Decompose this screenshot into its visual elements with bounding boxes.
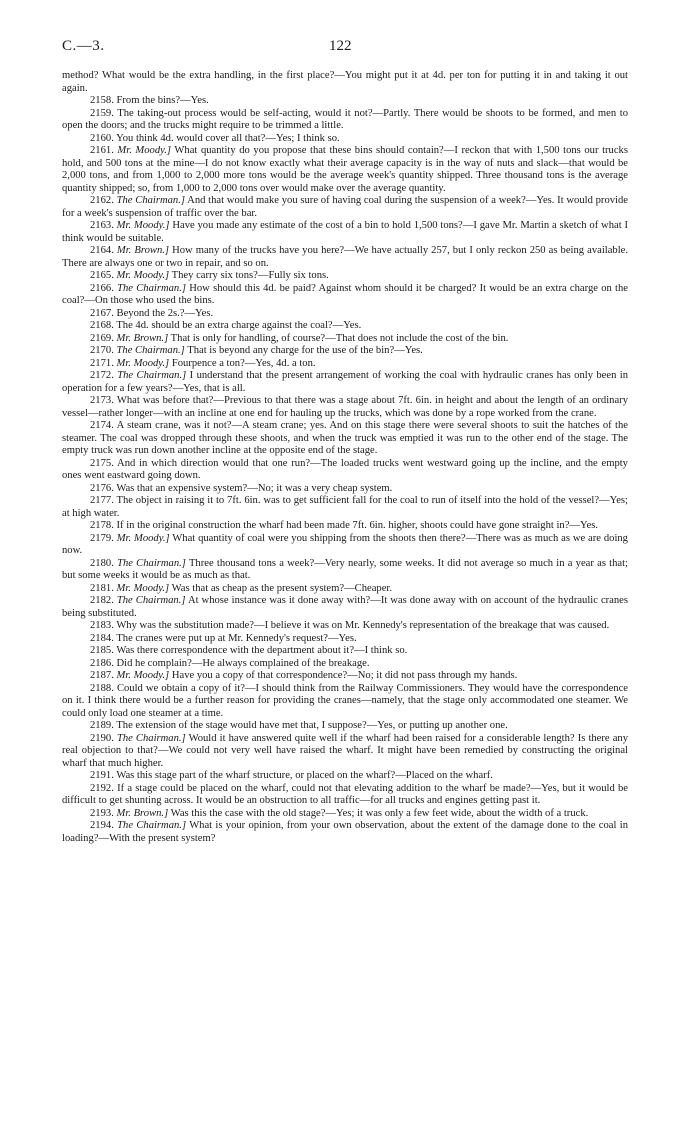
speaker-name: Mr. Brown.] bbox=[116, 807, 169, 819]
testimony-paragraph bbox=[62, 270, 628, 283]
testimony-paragraph bbox=[62, 520, 628, 533]
question-number: 2172. bbox=[90, 370, 114, 381]
speaker-name: The Chairman.] bbox=[117, 820, 187, 831]
question-number: 2191. bbox=[90, 770, 114, 781]
testimony-paragraph bbox=[62, 620, 628, 633]
paragraph-text: The extension of the stage would have met that, I suppose?—Yes, or putting up another one. bbox=[116, 720, 508, 731]
question-number: 2194. bbox=[90, 820, 114, 831]
question-number: 2166. bbox=[90, 282, 114, 294]
question-number: 2167. bbox=[90, 307, 114, 319]
testimony-paragraph bbox=[62, 820, 628, 845]
question-number: 2171. bbox=[90, 357, 114, 369]
question-number: 2160. bbox=[90, 132, 114, 144]
paragraph-text: What quantity of coal were you shipping from the shoots then there?—There was as much as we are doing now. bbox=[62, 532, 628, 556]
testimony-paragraph bbox=[62, 458, 628, 483]
question-number: 2180. bbox=[90, 557, 114, 569]
question-number: 2179. bbox=[90, 532, 114, 544]
question-number: 2187. bbox=[90, 670, 114, 681]
testimony-paragraph bbox=[62, 583, 628, 596]
question-number: 2184. bbox=[90, 632, 114, 644]
question-number: 2176. bbox=[90, 482, 114, 494]
speaker-name: Mr. Moody.] bbox=[116, 357, 170, 369]
paragraph-text: A steam crane, was it not?—A steam crane; yes. And on this stage there were several shoots to suit the hatches of the steamer. The coal was dropped through these shoots, and when the truck was emptied it was run to the other end of the stage. The empty truck was run down another incline at the opposite end of the stage. bbox=[62, 420, 628, 456]
question-number: 2169. bbox=[90, 332, 114, 344]
question-number: 2185. bbox=[90, 645, 114, 656]
question-number: 2188. bbox=[90, 682, 114, 694]
testimony-paragraph bbox=[62, 533, 628, 558]
paragraph-text: Was there correspondence with the department about it?—I think so. bbox=[116, 645, 408, 656]
testimony-paragraph bbox=[62, 95, 628, 108]
testimony-paragraph bbox=[62, 670, 628, 683]
paragraph-text: Was that an expensive system?—No; it was a very cheap system. bbox=[116, 482, 393, 494]
question-number: 2175. bbox=[90, 457, 114, 469]
testimony-paragraph bbox=[62, 495, 628, 520]
paragraph-text: That is beyond any charge for the use of the bin?—Yes. bbox=[187, 345, 423, 356]
paragraph-text: Did he complain?—He always complained of the breakage. bbox=[116, 657, 370, 669]
testimony-paragraph bbox=[62, 733, 628, 771]
paragraph-text: The cranes were put up at Mr. Kennedy's request?—Yes. bbox=[116, 632, 357, 644]
paragraph-text: Was this stage part of the wharf structure, or placed on the wharf?—Placed on the wharf. bbox=[116, 770, 493, 781]
question-number: 2163. bbox=[90, 220, 114, 231]
question-number: 2164. bbox=[90, 245, 114, 256]
testimony-paragraph bbox=[62, 370, 628, 395]
paragraph-text: Fourpence a ton?—Yes, 4d. a ton. bbox=[171, 357, 316, 369]
speaker-name: The Chairman.] bbox=[117, 282, 186, 294]
question-number: 2183. bbox=[90, 620, 114, 631]
testimony-paragraph bbox=[62, 420, 628, 458]
question-number: 2173. bbox=[90, 395, 114, 406]
testimony-paragraph bbox=[62, 133, 628, 146]
paragraph-text: I understand that the present arrangement of working the coal with hydraulic cranes has only been in operation for a few years?—Yes, that is all. bbox=[62, 370, 628, 394]
speaker-name: Mr. Moody.] bbox=[116, 220, 170, 231]
paragraph-text: What is your opinion, from your own observation, about the extent of the damage done to the coal in loading?—With the present system? bbox=[62, 820, 628, 844]
speaker-name: The Chairman.] bbox=[117, 370, 187, 381]
testimony-paragraph bbox=[62, 345, 628, 358]
testimony-paragraph bbox=[62, 683, 628, 721]
paragraph-text: If a stage could be placed on the wharf, could not that elevating addition to the wharf be made?—Yes, but it would be difficult to get shunting across. It would be an obstruction to all traffic—for all trucks and engines getting past it. bbox=[62, 782, 628, 806]
question-number: 2177. bbox=[90, 495, 114, 506]
question-number: 2189. bbox=[90, 720, 114, 731]
paragraph-text: Would it have answered quite well if the wharf had been raised for a considerable length? Is there any real objection to that?—We could not very well have raised the wharf. It might have been remedied by constructing the original wharf that much higher. bbox=[62, 732, 628, 769]
speaker-name: Mr. Brown.] bbox=[116, 245, 170, 256]
speaker-name: The Chairman.] bbox=[116, 195, 185, 206]
question-number: 2190. bbox=[90, 732, 114, 744]
question-number: 2182. bbox=[90, 595, 114, 606]
question-number: 2170. bbox=[90, 345, 114, 356]
speaker-name: The Chairman.] bbox=[116, 595, 186, 606]
paragraph-text: Was this the case with the old stage?—Yes; it was only a few feet wide, about the width of a truck. bbox=[170, 807, 589, 819]
testimony-paragraph bbox=[62, 483, 628, 496]
testimony-paragraph bbox=[62, 108, 628, 133]
paragraph-text: The object in raising it to 7ft. 6in. was to get sufficient fall for the coal to run of itself into the hold of the vessel?—Yes; at high water. bbox=[62, 495, 628, 519]
question-number: 2186. bbox=[90, 657, 114, 669]
document-reference: C.—3. bbox=[62, 38, 105, 54]
testimony-paragraph bbox=[62, 595, 628, 620]
speaker-name: Mr. Moody.] bbox=[116, 270, 170, 281]
speaker-name: Mr. Brown.] bbox=[116, 332, 169, 344]
paragraph-text: How should this 4d. be paid? Against whom should it be charged? It would be an extra charge on the coal?—On those who used the bins. bbox=[62, 282, 628, 306]
testimony-paragraph bbox=[62, 70, 628, 95]
testimony-paragraph bbox=[62, 283, 628, 308]
paragraph-text: How many of the trucks have you here?—We have actually 257, but I only reckon 250 as being available. There are always one or two in repair, and so on. bbox=[62, 245, 628, 269]
question-number: 2178. bbox=[90, 520, 114, 531]
testimony-paragraph bbox=[62, 645, 628, 658]
paragraph-text: And that would make you sure of having coal during the suspension of a week?—Yes. It would provide for a week's suspension of traffic over the bar. bbox=[62, 195, 628, 219]
testimony-paragraph bbox=[62, 308, 628, 321]
speaker-name: The Chairman.] bbox=[117, 557, 186, 569]
paragraph-text: And in which direction would that one run?—The loaded trucks went westward going up the incline, and the empty ones went eastward going down. bbox=[62, 457, 628, 481]
document-body bbox=[62, 70, 628, 845]
question-number: 2162. bbox=[90, 195, 114, 206]
paragraph-text: That is only for handling, of course?—That does not include the cost of the bin. bbox=[170, 332, 509, 344]
testimony-paragraph bbox=[62, 783, 628, 808]
testimony-paragraph bbox=[62, 558, 628, 583]
question-number: 2159. bbox=[90, 107, 114, 119]
question-number: 2165. bbox=[90, 270, 114, 281]
paragraph-text: Why was the substitution made?—I believe it was on Mr. Kennedy's representation of the breakage that was caused. bbox=[116, 620, 610, 631]
testimony-paragraph bbox=[62, 720, 628, 733]
question-number: 2174. bbox=[90, 420, 114, 431]
question-number: 2192. bbox=[90, 782, 114, 794]
testimony-paragraph bbox=[62, 770, 628, 783]
testimony-paragraph bbox=[62, 333, 628, 346]
paragraph-text: Beyond the 2s.?—Yes. bbox=[116, 307, 214, 319]
paragraph-text: At whose instance was it done away with?—It was done away with on account of the hydraulic cranes being substituted. bbox=[62, 595, 629, 619]
speaker-name: The Chairman.] bbox=[116, 732, 186, 744]
paragraph-text: From the bins?—Yes. bbox=[116, 95, 209, 106]
testimony-paragraph bbox=[62, 195, 628, 220]
paragraph-text: The 4d. should be an extra charge against the coal?—Yes. bbox=[116, 320, 362, 331]
paragraph-text: Could we obtain a copy of it?—I should think from the Railway Commissioners. They would have the correspondence on it. I think there would be a further reason for providing the cranes—namely, that the stage only accommodated one steamer. We could only load one steamer at a time. bbox=[62, 682, 628, 719]
speaker-name: Mr. Moody.] bbox=[117, 145, 172, 156]
question-number: 2181. bbox=[90, 582, 114, 594]
question-number: 2158. bbox=[90, 95, 114, 106]
paragraph-text: They carry six tons?—Fully six tons. bbox=[171, 270, 329, 281]
question-number: 2161. bbox=[90, 145, 114, 156]
paragraph-text: Was that as cheap as the present system?—Cheaper. bbox=[171, 582, 393, 594]
paragraph-text: What was before that?—Previous to that there was a stage about 7ft. 6in. in height and about the length of an ordinary vessel—rather longer—with an incline at one end for hauling up the trucks, which was done by a rope worked from the crane. bbox=[62, 395, 628, 419]
paragraph-text: Have you a copy of that correspondence?—No; it did not pass through my hands. bbox=[171, 670, 518, 681]
page-number: 122 bbox=[329, 38, 352, 54]
paragraph-text: What quantity do you propose that these bins should contain?—I reckon that with 1,500 tons our trucks hold, and 500 tons at the mine—I do not know exactly what their average capacity is in the way of nuts and slack—that would be 2,000 tons, and from 1,000 to 2,000 more tons would be the average week's quantity shipped. Three thousand tons is the average quantity shipped; so, from 1,000 to 2,000 tons over would make over the average quantity. bbox=[62, 145, 628, 194]
paragraph-text: method? What would be the extra handling, in the first place?—You might put it at 4d. per ton for putting it in and taking it out again. bbox=[62, 70, 628, 94]
speaker-name: Mr. Moody.] bbox=[116, 532, 170, 544]
testimony-paragraph bbox=[62, 358, 628, 371]
question-number: 2193. bbox=[90, 807, 114, 819]
speaker-name: Mr. Moody.] bbox=[116, 582, 170, 594]
testimony-paragraph bbox=[62, 633, 628, 646]
testimony-paragraph bbox=[62, 808, 628, 821]
paragraph-text: You think 4d. would cover all that?—Yes; I think so. bbox=[116, 132, 340, 144]
testimony-paragraph bbox=[62, 145, 628, 195]
testimony-paragraph bbox=[62, 220, 628, 245]
paragraph-text: Have you made any estimate of the cost of a bin to hold 1,500 tons?—I gave Mr. Martin a sketch of what I think would be suitable. bbox=[62, 220, 628, 244]
testimony-paragraph bbox=[62, 320, 628, 333]
testimony-paragraph bbox=[62, 395, 628, 420]
question-number: 2168. bbox=[90, 320, 114, 331]
paragraph-text: If in the original construction the wharf had been made 7ft. 6in. higher, shoots could have gone straight in?—Yes. bbox=[116, 520, 599, 531]
speaker-name: The Chairman.] bbox=[116, 345, 185, 356]
paragraph-text: The taking-out process would be self-acting, would it not?—Partly. There would be shoots to be formed, and men to open the doors; and the trucks might require to be trimmed a little. bbox=[62, 107, 628, 131]
paragraph-text: Three thousand tons a week?—Very nearly, some weeks. It did not average so much in a year as that; but some weeks it would be as much as that. bbox=[62, 557, 628, 581]
testimony-paragraph bbox=[62, 245, 628, 270]
speaker-name: Mr. Moody.] bbox=[116, 670, 170, 681]
testimony-paragraph bbox=[62, 658, 628, 671]
